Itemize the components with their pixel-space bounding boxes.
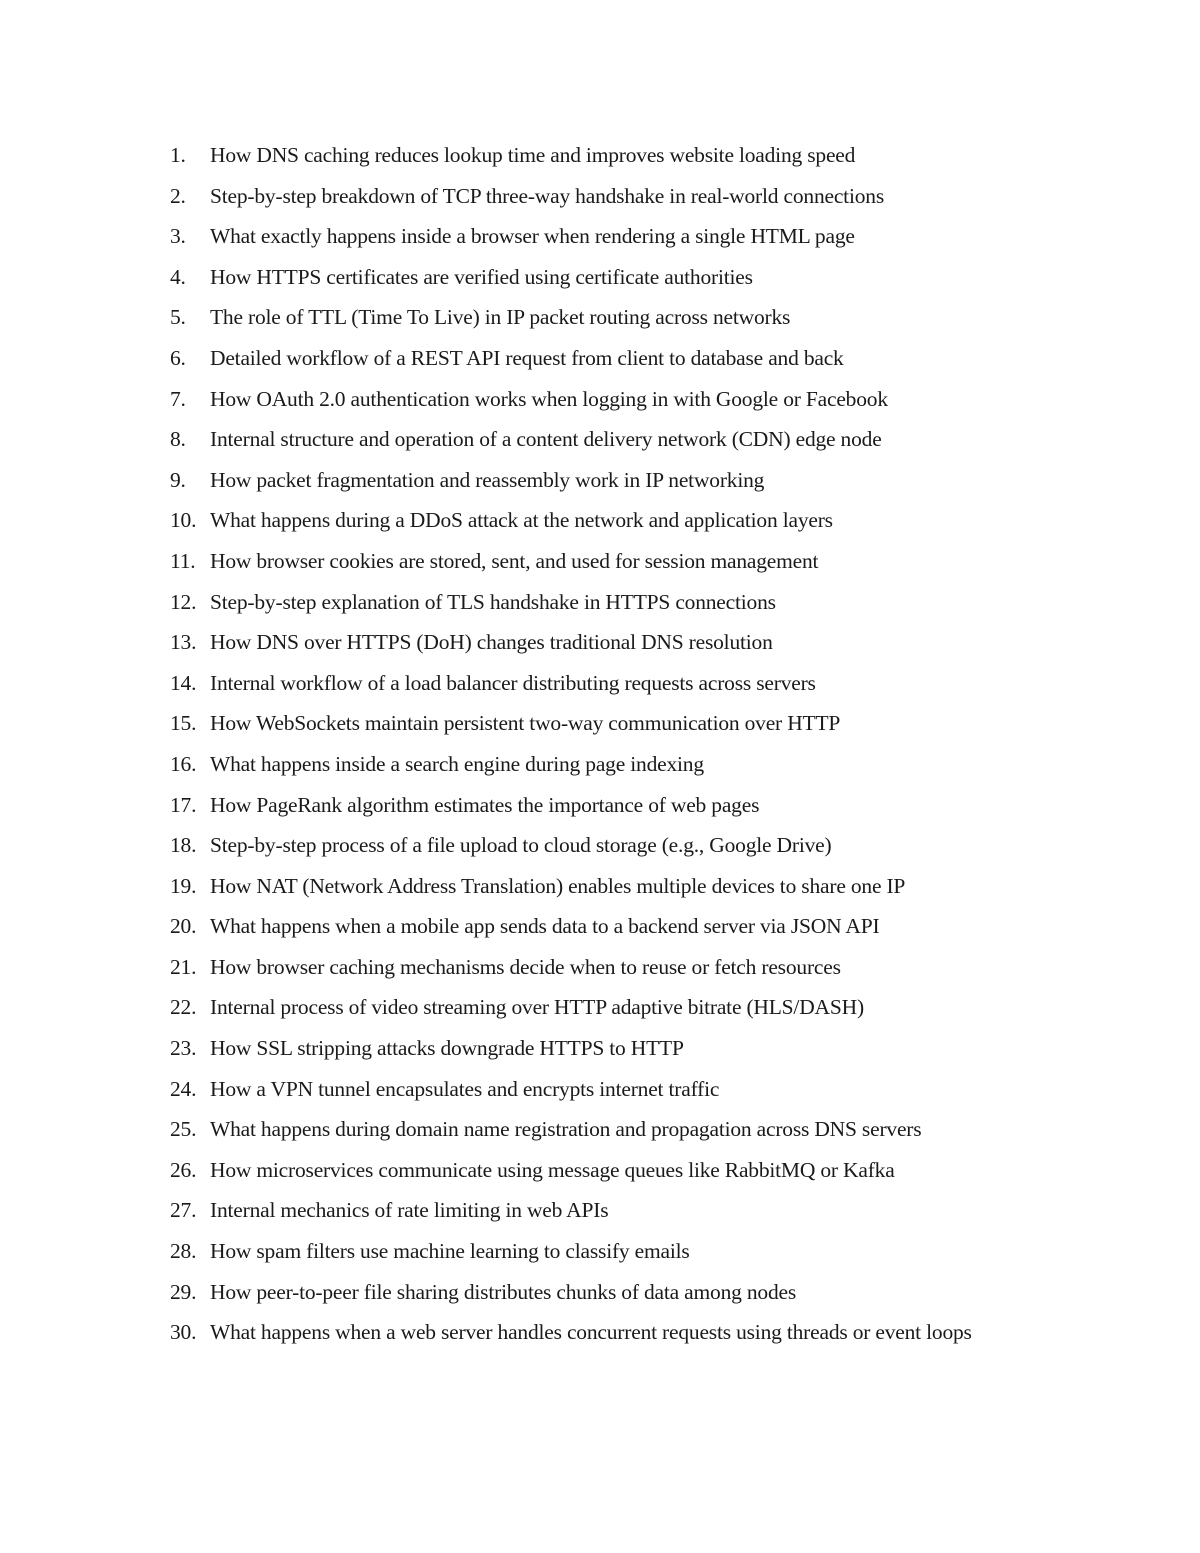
list-item-text: How packet fragmentation and reassembly work in IP networking xyxy=(210,467,765,492)
list-item-number: 23. xyxy=(170,1036,197,1061)
list-item-number: 5. xyxy=(170,305,186,330)
list-item-number: 21. xyxy=(170,954,197,979)
list-item-text: What happens inside a search engine during page indexing xyxy=(210,751,704,776)
list-item-text: How HTTPS certificates are verified using certificate authorities xyxy=(210,264,753,289)
list-item xyxy=(170,176,1030,217)
list-item-number: 20. xyxy=(170,914,197,939)
list-item-number: 29. xyxy=(170,1279,197,1304)
list-item-number: 26. xyxy=(170,1157,197,1182)
list-item-text: Step-by-step process of a file upload to cloud storage (e.g., Google Drive) xyxy=(210,833,832,858)
list-item-number: 6. xyxy=(170,345,186,370)
list-item xyxy=(170,379,1030,420)
list-item-text: How DNS over HTTPS (DoH) changes traditional DNS resolution xyxy=(210,630,773,655)
list-item xyxy=(170,866,1030,907)
list-item xyxy=(170,1231,1030,1272)
list-item-text: Internal workflow of a load balancer distributing requests across servers xyxy=(210,670,816,695)
list-item-text: How DNS caching reduces lookup time and improves website loading speed xyxy=(210,143,856,167)
list-item-number: 11. xyxy=(170,548,196,573)
list-item xyxy=(170,500,1030,541)
list-item-number: 9. xyxy=(170,467,186,492)
list-item-number: 1. xyxy=(170,143,186,167)
list-item-number: 7. xyxy=(170,386,186,411)
list-item-text: Internal structure and operation of a content delivery network (CDN) edge node xyxy=(210,427,882,452)
list-item-text: How WebSockets maintain persistent two-way communication over HTTP xyxy=(210,711,841,736)
list-item-number: 8. xyxy=(170,427,186,452)
list-item-text: Internal process of video streaming over HTTP adaptive bitrate (HLS/DASH) xyxy=(210,995,864,1020)
list-item xyxy=(170,744,1030,785)
list-item xyxy=(170,703,1030,744)
list-item xyxy=(170,825,1030,866)
list-item xyxy=(170,1109,1030,1150)
list-item-number: 16. xyxy=(170,751,197,776)
list-item-text: How spam filters use machine learning to classify emails xyxy=(210,1239,690,1264)
list-item-number: 19. xyxy=(170,873,197,898)
list-item xyxy=(170,1150,1030,1191)
list-item xyxy=(170,1028,1030,1069)
list-item-number: 15. xyxy=(170,711,197,736)
list-item-text: How peer-to-peer file sharing distributes chunks of data among nodes xyxy=(210,1279,797,1304)
list-item-text: How microservices communicate using message queues like RabbitMQ or Kafka xyxy=(210,1157,895,1182)
list-item xyxy=(170,135,1030,176)
list-item-text: Internal mechanics of rate limiting in web APIs xyxy=(210,1198,609,1223)
list-item-number: 17. xyxy=(170,792,197,817)
list-item-number: 2. xyxy=(170,183,186,208)
list-item-text: What happens when a mobile app sends data to a backend server via JSON API xyxy=(210,914,880,939)
numbered-topic-list xyxy=(170,135,1030,1353)
list-item-number: 14. xyxy=(170,670,197,695)
list-item xyxy=(170,1312,1030,1353)
list-item-text: How browser caching mechanisms decide when to reuse or fetch resources xyxy=(210,954,841,979)
list-item-number: 30. xyxy=(170,1320,197,1345)
list-item-text: Step-by-step breakdown of TCP three-way handshake in real-world connections xyxy=(210,183,884,208)
list-item-number: 12. xyxy=(170,589,197,614)
list-item xyxy=(170,582,1030,623)
list-item xyxy=(170,1272,1030,1313)
list-item xyxy=(170,1190,1030,1231)
list-item-text: How NAT (Network Address Translation) enables multiple devices to share one IP xyxy=(210,873,906,898)
list-item-text: What happens when a web server handles concurrent requests using threads or event loops xyxy=(210,1320,972,1345)
list-item xyxy=(170,987,1030,1028)
list-item-text: Step-by-step explanation of TLS handshake in HTTPS connections xyxy=(210,589,776,614)
list-item-text: How a VPN tunnel encapsulates and encrypts internet traffic xyxy=(210,1076,720,1101)
list-item-text: Detailed workflow of a REST API request from client to database and back xyxy=(210,345,844,370)
list-item-number: 4. xyxy=(170,264,186,289)
list-item-number: 28. xyxy=(170,1239,197,1264)
list-item xyxy=(170,216,1030,257)
list-item xyxy=(170,785,1030,826)
list-item-number: 13. xyxy=(170,630,197,655)
list-item xyxy=(170,338,1030,379)
list-item-text: How browser cookies are stored, sent, and used for session management xyxy=(210,548,819,573)
list-item xyxy=(170,419,1030,460)
list-item-text: How OAuth 2.0 authentication works when logging in with Google or Facebook xyxy=(210,386,888,411)
list-item-number: 24. xyxy=(170,1076,197,1101)
list-item xyxy=(170,947,1030,988)
list-item xyxy=(170,257,1030,298)
list-item-number: 10. xyxy=(170,508,197,533)
list-item xyxy=(170,541,1030,582)
list-item-number: 3. xyxy=(170,224,186,249)
list-item xyxy=(170,1069,1030,1110)
list-item xyxy=(170,460,1030,501)
list-item xyxy=(170,663,1030,704)
list-item-number: 27. xyxy=(170,1198,197,1223)
list-item-text: What happens during domain name registration and propagation across DNS servers xyxy=(210,1117,922,1142)
list-item-number: 22. xyxy=(170,995,197,1020)
list-item xyxy=(170,297,1030,338)
list-item-text: What exactly happens inside a browser when rendering a single HTML page xyxy=(210,224,855,249)
list-item-text: How PageRank algorithm estimates the importance of web pages xyxy=(210,792,760,817)
list-item-number: 25. xyxy=(170,1117,197,1142)
list-item-text: The role of TTL (Time To Live) in IP packet routing across networks xyxy=(210,305,791,330)
list-item-text: What happens during a DDoS attack at the network and application layers xyxy=(210,508,833,533)
list-item xyxy=(170,906,1030,947)
list-item xyxy=(170,622,1030,663)
list-item-text: How SSL stripping attacks downgrade HTTPS to HTTP xyxy=(210,1036,684,1061)
list-item-number: 18. xyxy=(170,833,197,858)
